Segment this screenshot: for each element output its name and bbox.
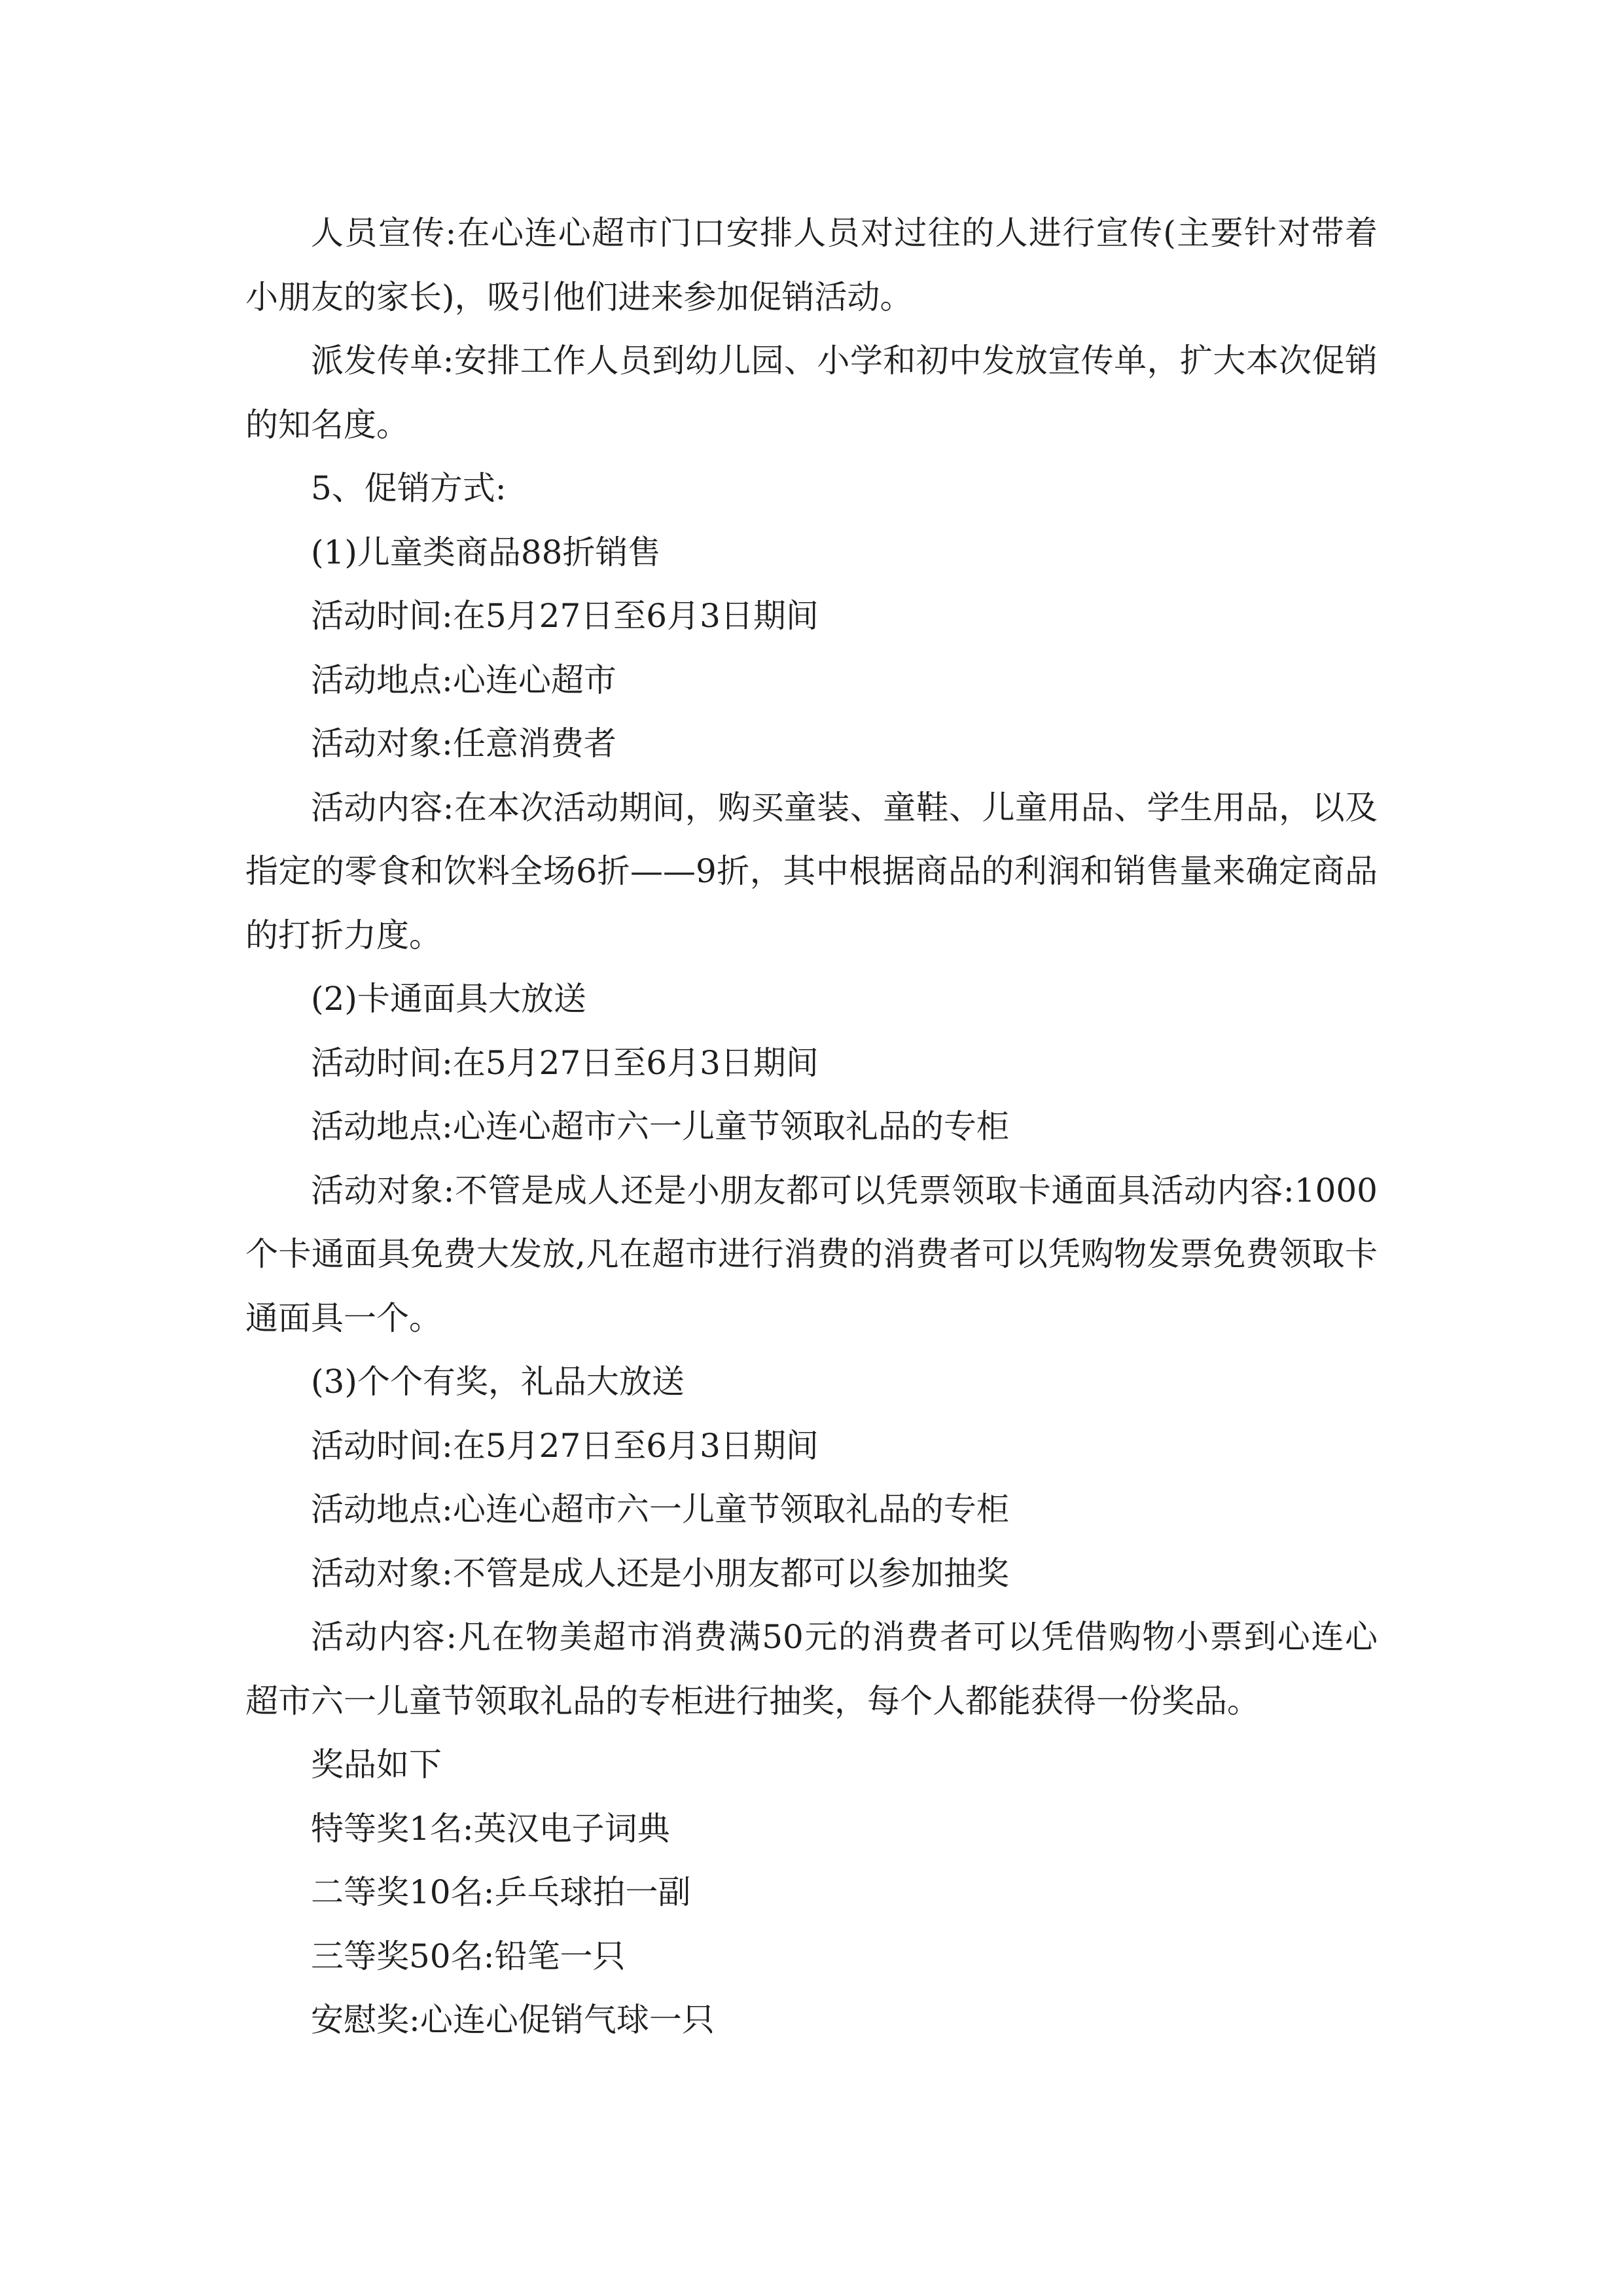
item-3-time: 活动时间:在5月27日至6月3日期间 [311, 1426, 819, 1465]
section-heading-promotion-methods: 5、促销方式: [311, 469, 507, 507]
item-3-location: 活动地点:心连心超市六一儿童节领取礼品的专柜 [311, 1490, 1009, 1528]
item-1-time: 活动时间:在5月27日至6月3日期间 [311, 597, 819, 635]
item-2-location: 活动地点:心连心超市六一儿童节领取礼品的专柜 [311, 1107, 1009, 1145]
item-2-time: 活动时间:在5月27日至6月3日期间 [311, 1043, 819, 1082]
prize-grand: 特等奖1名:英汉电子词典 [311, 1809, 670, 1848]
item-3-content: 活动内容:凡在物美超市消费满50元的消费者可以凭借购物小票到心连心超市六一儿童节领取礼品的专柜进行抽奖，每个人都能获得一份奖品。 [245, 1618, 1378, 1720]
paragraph-flyer-distribution: 派发传单:安排工作人员到幼儿园、小学和初中发放宣传单，扩大本次促销的知名度。 [245, 342, 1378, 444]
item-1-location: 活动地点:心连心超市 [311, 660, 616, 699]
paragraph-staff-promotion: 人员宣传:在心连心超市门口安排人员对过往的人进行宣传(主要针对带着小朋友的家长)，吸引他们进来参加促销活动。 [245, 214, 1378, 316]
prizes-heading: 奖品如下 [311, 1746, 442, 1784]
item-3-audience: 活动对象:不管是成人还是小朋友都可以参加抽奖 [311, 1554, 1009, 1592]
prize-third: 三等奖50名:铅笔一只 [311, 1937, 626, 1975]
prize-second: 二等奖10名:乒乓球拍一副 [311, 1873, 691, 1911]
item-heading-1: (1)儿童类商品88折销售 [311, 533, 661, 571]
document-body [245, 202, 1378, 2053]
item-heading-3: (3)个个有奖，礼品大放送 [311, 1363, 685, 1401]
prize-consolation: 安慰奖:心连心促销气球一只 [311, 2001, 715, 2039]
item-2-audience-content: 活动对象:不管是成人还是小朋友都可以凭票领取卡通面具活动内容:1000个卡通面具免费大发放,凡在超市进行消费的消费者可以凭购物发票免费领取卡通面具一个。 [245, 1171, 1378, 1337]
item-1-audience: 活动对象:任意消费者 [311, 725, 616, 762]
item-1-content: 活动内容:在本次活动期间，购买童装、童鞋、儿童用品、学生用品，以及指定的零食和饮料全场6折——9折，其中根据商品的利润和销售量来确定商品的打折力度。 [245, 788, 1378, 954]
item-heading-2: (2)卡通面具大放送 [311, 980, 586, 1018]
